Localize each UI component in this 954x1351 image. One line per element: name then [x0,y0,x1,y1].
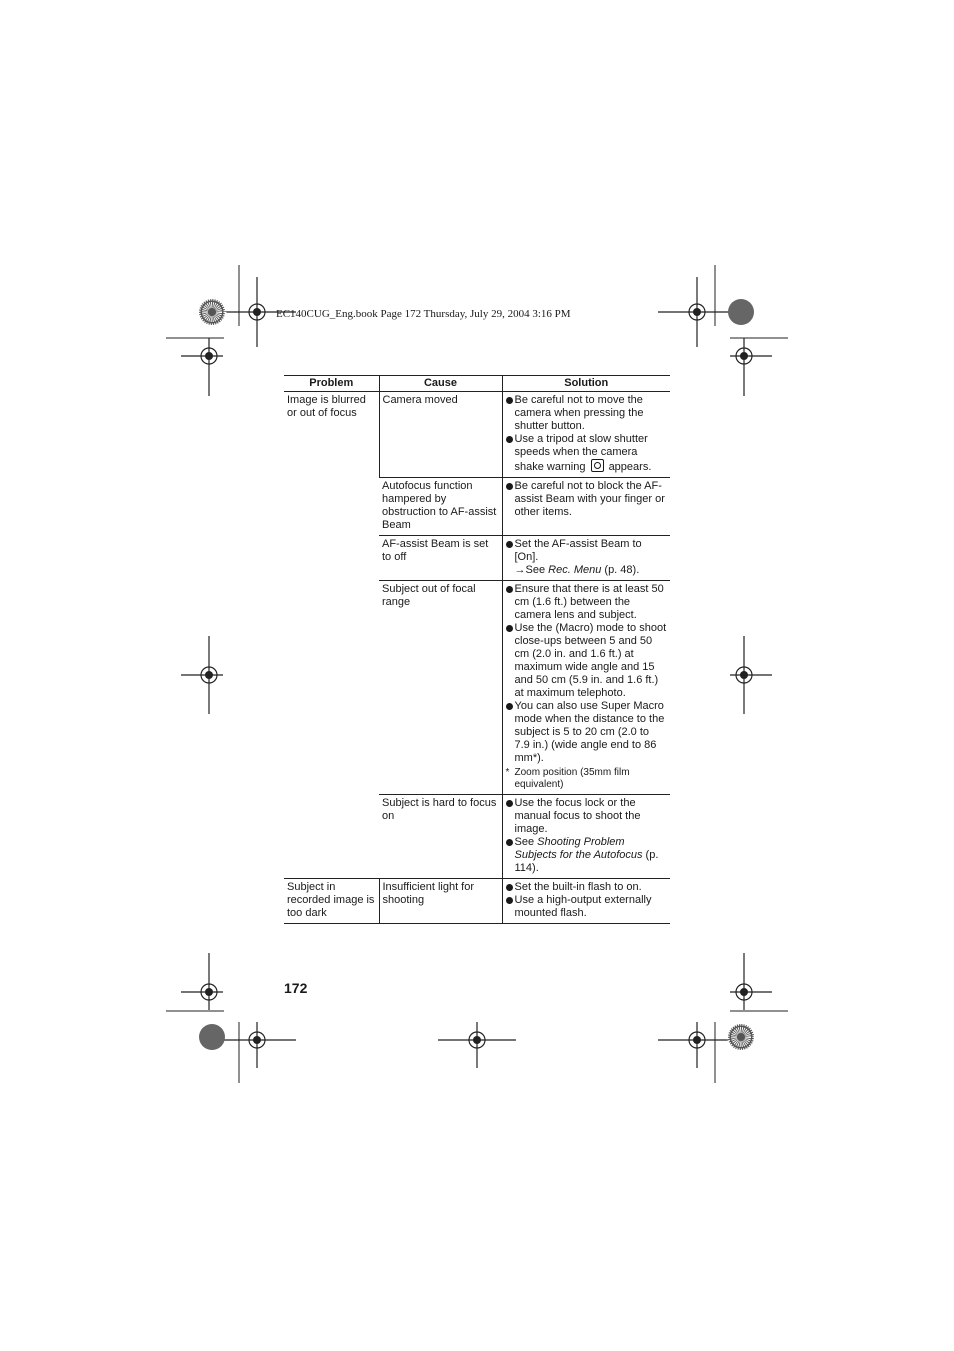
solution-item [506,836,668,875]
solution-item [506,538,668,577]
reference-text: See [514,836,538,848]
solution-cell [502,478,670,536]
solution-item: Use the (Macro) mode to shoot close-ups between 5 and 50 cm (2.0 in. and 1.6 ft.) at maximum wide angle and 15 and 50 cm (5.9 in. and 1.6 ft.) at maximum telephoto. [506,622,668,700]
solution-item: Set the built-in flash to on. [506,881,668,894]
cause-cell: AF-assist Beam is set to off [379,536,502,581]
cause-cell: Insufficient light for shooting [379,879,502,924]
solution-cell [502,795,670,879]
column-header-problem: Problem [284,376,379,392]
solution-cell [502,581,670,795]
solution-item: Be careful not to block the AF-assist Beam with your finger or other items. [506,480,668,519]
column-header-solution: Solution [502,376,670,392]
cause-cell: Subject out of focal range [379,581,502,795]
solution-cell [502,536,670,581]
troubleshooting-table [284,375,670,924]
footnote [506,767,668,791]
solution-text: Set the AF-assist Beam to [On]. [514,538,642,563]
camera-shake-warning-icon [591,459,604,472]
arrow-right-icon: → [514,564,526,576]
solution-item: Use a high-output externally mounted flash. [506,894,668,920]
solution-item: Be careful not to move the camera when pressing the shutter button. [506,394,668,433]
footnote-text: Zoom position (35mm film equivalent) [514,767,630,790]
cause-cell: Autofocus function hampered by obstruction to AF-assist Beam [379,478,502,536]
reference-page: (p. 48). [601,564,640,576]
table-row [284,392,670,478]
reference-text: See [525,564,549,576]
print-header: EC140CUG_Eng.book Page 172 Thursday, July 29, 2004 3:16 PM [276,308,571,320]
solution-cell [502,392,670,478]
reference-page: (p. 114). [514,849,659,874]
solution-item: You can also use Super Macro mode when the distance to the subject is 5 to 20 cm (2.0 to 7.9 in.) (wide angle end to 86 mm*). [506,700,668,765]
table-row [284,879,670,924]
problem-cell: Subject in recorded image is too dark [284,879,379,924]
footnote-mark: * [505,767,510,778]
solution-text: Use a tripod at slow shutter speeds when the camera shake warning [514,433,648,473]
solution-cell [502,879,670,924]
problem-cell: Image is blurred or out of focus [284,392,379,879]
reference-title: Shooting Problem Subjects for the Autofocus [514,836,643,861]
cause-cell: Camera moved [379,392,502,478]
column-header-cause: Cause [379,376,502,392]
cause-cell: Subject is hard to focus on [379,795,502,879]
solution-item: Use the focus lock or the manual focus to shoot the image. [506,797,668,836]
reference-title: Rec. Menu [548,564,602,576]
solution-item: Ensure that there is at least 50 cm (1.6 ft.) between the camera lens and subject. [506,583,668,622]
solution-text: appears. [608,461,652,473]
table-header-row [284,376,670,392]
page-number: 172 [284,980,308,996]
solution-item [506,433,668,474]
